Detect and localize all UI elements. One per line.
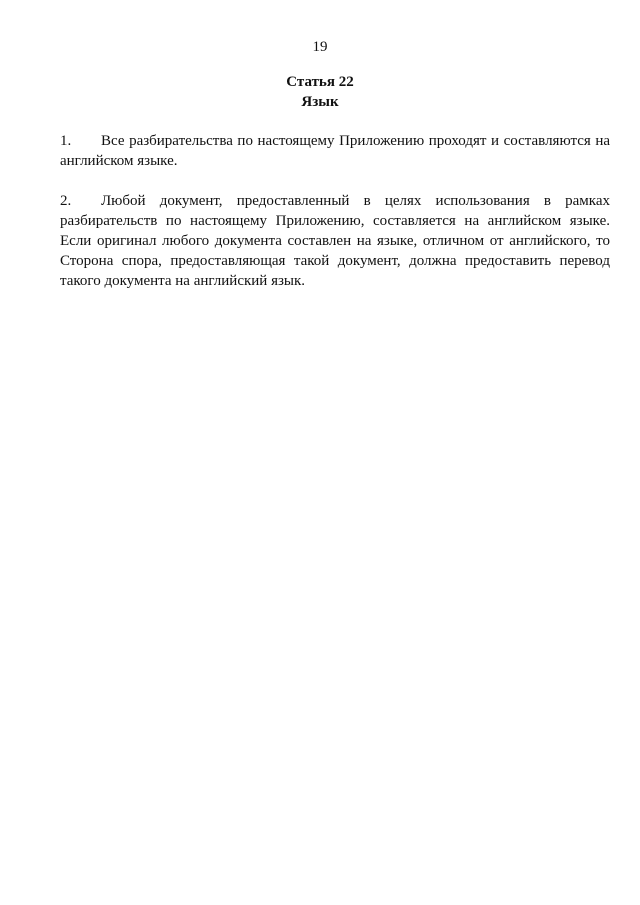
- article-body: [60, 131, 610, 311]
- paragraph-number: 2.: [60, 193, 72, 209]
- paragraph-number: 1.: [60, 133, 72, 149]
- paragraph-1: [60, 131, 610, 171]
- page-number: 19: [312, 39, 328, 55]
- article-subtitle: Язык: [301, 94, 339, 110]
- paragraph-text: Любой документ, предоставленный в целях использования в рамках разбирательств по настоящему Приложению, составляется на английском языке. Если оригинал любого документа составлен на языке, отличном от английского, то Сторона спора, предоставляющая такой документ, должна предоставить перевод такого документа на английский язык.: [60, 193, 610, 289]
- paragraph-text: Все разбирательства по настоящему Приложению проходят и составляются на английском языке.: [60, 133, 610, 169]
- paragraph-2: [60, 191, 610, 291]
- article-heading: [0, 72, 640, 112]
- article-number-title: Статья 22: [286, 74, 354, 90]
